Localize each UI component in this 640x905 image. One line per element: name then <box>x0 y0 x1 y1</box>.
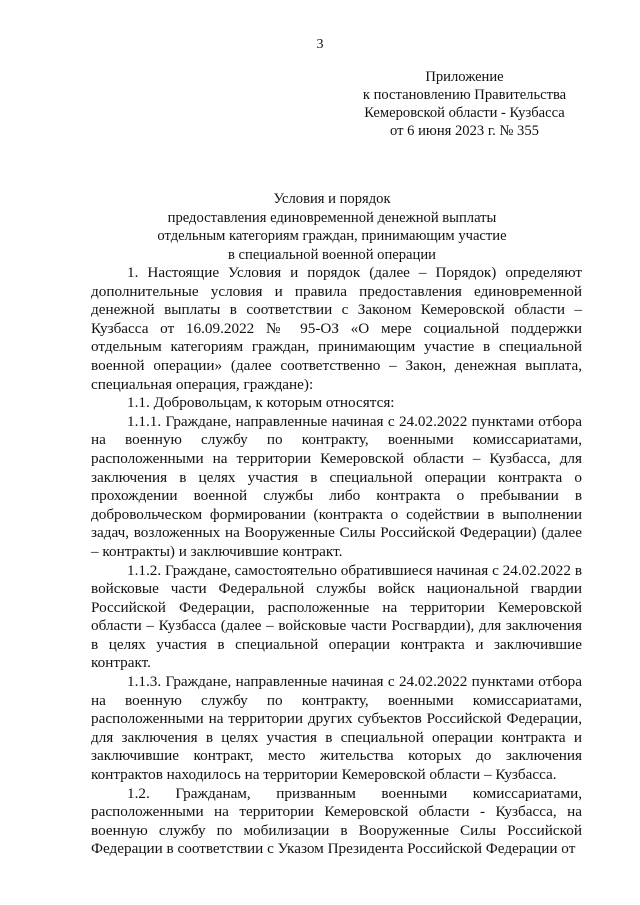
paragraph-1-1: 1.1. Добровольцам, к которым относятся: <box>127 394 395 412</box>
paragraph-1-1-1: 1.1.1. Граждане, направленные начиная с 24.02.2022 пунктами отбора на военную службу по контракту, военными комиссариатами, расположенными на территории Кемеровской области – Кузбасса, для заключения в целях участия в специальной операции контракта о прохождении военной службы либо контракта о пребывании в добровольческом формировании (контракта о содействии в выполнении задач, возложенных на Вооруженные Силы Российской Федерации) (далее – контракты) и заключившие контракт. <box>91 412 582 560</box>
paragraph-1-2: 1.2. Гражданам, призванным военными комиссариатами, расположенными на территории Кемеровской области - Кузбасса, на военную службу по мобилизации в Вооруженные Силы Российской Федерации в соответствии с Указом Президента Российской Федерации от <box>91 784 582 858</box>
paragraph-1-1-2: 1.1.2. Граждане, самостоятельно обратившиеся начиная с 24.02.2022 в войсковые части Федеральной службы войск национальной гвардии Российской Федерации, расположенные на территории Кемеровской области – Кузбасса (далее – войсковые части Росгвардии), для заключения в целях участия в специальной операции контракта и заключившие контракт. <box>91 561 582 672</box>
appendix-line: Кемеровской области - Кузбасса <box>364 105 565 121</box>
document-title <box>90 190 574 264</box>
paragraph-1-1-3: 1.1.3. Граждане, направленные начиная с 24.02.2022 пунктами отбора на военную службу по контракту, военными комиссариатами, расположенными на территории других субъектов Российской Федерации, для заключения в целях участия в специальной операции контракта и заключившие контракт, место жительства которых до заключения контрактов находилось на территории Кемеровской области – Кузбасса. <box>91 673 582 784</box>
document-body <box>91 264 582 859</box>
appendix-line: Приложение <box>425 69 504 85</box>
appendix-line: от 6 июня 2023 г. № 355 <box>390 123 539 139</box>
title-line: предоставления единовременной денежной выплаты <box>167 209 497 226</box>
page-number: 3 <box>316 37 324 52</box>
title-line: отдельным категориям граждан, принимающим участие <box>157 228 507 245</box>
title-line: Условия и порядок <box>273 191 391 207</box>
appendix-block <box>357 68 572 140</box>
paragraph-1: 1. Настоящие Условия и порядок (далее – Порядок) определяют дополнительные условия и правила предоставления единовременной денежной выплаты в соответствии с Законом Кемеровской области – Кузбасса от 16.09.2022 № 95-ОЗ «О мере социальной поддержки отдельным категориям граждан, принимающим участие в специальной военной операции» (далее соответственно – Закон, денежная выплата, специальная операция, граждане): <box>91 264 582 393</box>
appendix-line: к постановлению Правительства <box>362 87 567 103</box>
title-line: в специальной военной операции <box>228 246 436 263</box>
